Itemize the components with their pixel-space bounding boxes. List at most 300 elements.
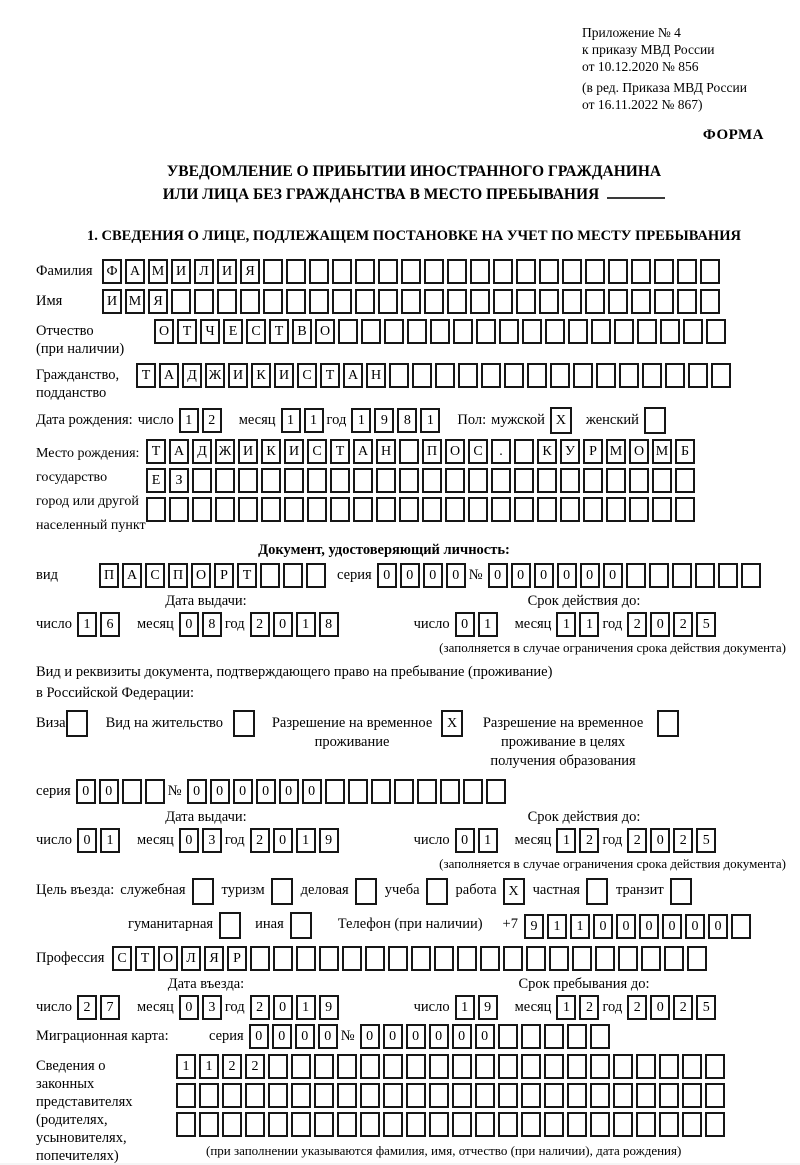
- char-cell[interactable]: [567, 1054, 587, 1079]
- char-cell[interactable]: [470, 259, 490, 284]
- char-cell[interactable]: П: [168, 563, 188, 588]
- char-cell[interactable]: 3: [202, 828, 222, 853]
- char-cell[interactable]: [192, 468, 212, 493]
- char-cell[interactable]: Ч: [200, 319, 220, 344]
- char-cell[interactable]: [590, 1024, 610, 1049]
- char-cell[interactable]: П: [422, 439, 442, 464]
- char-cell[interactable]: [516, 289, 536, 314]
- char-cell[interactable]: 1: [296, 612, 316, 637]
- char-cell[interactable]: [537, 497, 557, 522]
- char-cell[interactable]: [406, 1054, 426, 1079]
- char-cell[interactable]: [307, 468, 327, 493]
- char-cell[interactable]: [626, 563, 646, 588]
- char-cell[interactable]: К: [537, 439, 557, 464]
- char-cell[interactable]: [493, 259, 513, 284]
- char-cell[interactable]: [629, 468, 649, 493]
- char-cell[interactable]: [457, 946, 477, 971]
- char-cell[interactable]: [682, 1054, 702, 1079]
- char-cell[interactable]: И: [217, 259, 237, 284]
- char-cell[interactable]: [268, 1054, 288, 1079]
- char-cell[interactable]: А: [169, 439, 189, 464]
- char-cell[interactable]: [424, 289, 444, 314]
- char-cell[interactable]: [250, 946, 270, 971]
- char-cell[interactable]: 8: [319, 612, 339, 637]
- char-cell[interactable]: О: [191, 563, 211, 588]
- char-cell[interactable]: 0: [77, 828, 97, 853]
- char-cell[interactable]: 0: [511, 563, 531, 588]
- char-cell[interactable]: Т: [330, 439, 350, 464]
- char-cell[interactable]: [261, 468, 281, 493]
- char-cell[interactable]: 7: [100, 995, 120, 1020]
- char-cell[interactable]: А: [122, 563, 142, 588]
- char-cell[interactable]: [260, 563, 280, 588]
- char-cell[interactable]: [219, 912, 241, 939]
- char-cell[interactable]: 0: [273, 995, 293, 1020]
- char-cell[interactable]: Б: [675, 439, 695, 464]
- char-cell[interactable]: [245, 1112, 265, 1137]
- char-cell[interactable]: [353, 468, 373, 493]
- char-cell[interactable]: [608, 289, 628, 314]
- char-cell[interactable]: 0: [295, 1024, 315, 1049]
- char-cell[interactable]: [332, 289, 352, 314]
- char-cell[interactable]: А: [125, 259, 145, 284]
- char-cell[interactable]: 0: [650, 828, 670, 853]
- char-cell[interactable]: [240, 289, 260, 314]
- char-cell[interactable]: [215, 468, 235, 493]
- char-cell[interactable]: [194, 289, 214, 314]
- char-cell[interactable]: [521, 1054, 541, 1079]
- char-cell[interactable]: 1: [556, 612, 576, 637]
- char-cell[interactable]: [365, 946, 385, 971]
- char-cell[interactable]: [670, 878, 692, 905]
- char-cell[interactable]: 0: [429, 1024, 449, 1049]
- char-cell[interactable]: [583, 468, 603, 493]
- char-cell[interactable]: [608, 259, 628, 284]
- char-cell[interactable]: [468, 497, 488, 522]
- char-cell[interactable]: [654, 289, 674, 314]
- char-cell[interactable]: Т: [146, 439, 166, 464]
- char-cell[interactable]: [614, 319, 634, 344]
- char-cell[interactable]: И: [228, 363, 248, 388]
- char-cell[interactable]: 8: [397, 408, 417, 433]
- char-cell[interactable]: [330, 497, 350, 522]
- char-cell[interactable]: 2: [77, 995, 97, 1020]
- char-cell[interactable]: З: [169, 468, 189, 493]
- char-cell[interactable]: [544, 1112, 564, 1137]
- char-cell[interactable]: 2: [250, 995, 270, 1020]
- char-cell[interactable]: [700, 259, 720, 284]
- char-cell[interactable]: [526, 946, 546, 971]
- char-cell[interactable]: [426, 878, 448, 905]
- char-cell[interactable]: 5: [696, 828, 716, 853]
- char-cell[interactable]: [590, 1112, 610, 1137]
- char-cell[interactable]: 0: [273, 612, 293, 637]
- char-cell[interactable]: [145, 779, 165, 804]
- char-cell[interactable]: [539, 259, 559, 284]
- char-cell[interactable]: [399, 439, 419, 464]
- char-cell[interactable]: 0: [256, 779, 276, 804]
- char-cell[interactable]: [268, 1112, 288, 1137]
- char-cell[interactable]: [447, 289, 467, 314]
- char-cell[interactable]: [700, 289, 720, 314]
- char-cell[interactable]: [383, 1083, 403, 1108]
- char-cell[interactable]: [475, 1112, 495, 1137]
- char-cell[interactable]: [273, 946, 293, 971]
- char-cell[interactable]: [445, 468, 465, 493]
- char-cell[interactable]: В: [292, 319, 312, 344]
- char-cell[interactable]: 0: [580, 563, 600, 588]
- char-cell[interactable]: [591, 319, 611, 344]
- char-cell[interactable]: И: [171, 259, 191, 284]
- char-cell[interactable]: [544, 1054, 564, 1079]
- char-cell[interactable]: [664, 946, 684, 971]
- char-cell[interactable]: 0: [446, 563, 466, 588]
- char-cell[interactable]: 2: [627, 828, 647, 853]
- char-cell[interactable]: 1: [179, 408, 199, 433]
- char-cell[interactable]: 9: [319, 828, 339, 853]
- char-cell[interactable]: 0: [557, 563, 577, 588]
- char-cell[interactable]: [453, 319, 473, 344]
- char-cell[interactable]: 1: [478, 828, 498, 853]
- char-cell[interactable]: [606, 497, 626, 522]
- char-cell[interactable]: 1: [199, 1054, 219, 1079]
- char-cell[interactable]: [675, 497, 695, 522]
- char-cell[interactable]: О: [158, 946, 178, 971]
- char-cell[interactable]: [296, 946, 316, 971]
- char-cell[interactable]: [613, 1112, 633, 1137]
- char-cell[interactable]: [637, 319, 657, 344]
- char-cell[interactable]: [480, 946, 500, 971]
- char-cell[interactable]: [176, 1112, 196, 1137]
- char-cell[interactable]: Т: [237, 563, 257, 588]
- char-cell[interactable]: [452, 1054, 472, 1079]
- char-cell[interactable]: 2: [250, 612, 270, 637]
- char-cell[interactable]: [537, 468, 557, 493]
- char-cell[interactable]: [652, 468, 672, 493]
- char-cell[interactable]: [355, 289, 375, 314]
- char-cell[interactable]: [399, 497, 419, 522]
- char-cell[interactable]: [486, 779, 506, 804]
- char-cell[interactable]: 0: [488, 563, 508, 588]
- char-cell[interactable]: М: [652, 439, 672, 464]
- char-cell[interactable]: О: [315, 319, 335, 344]
- char-cell[interactable]: 0: [639, 914, 659, 939]
- char-cell[interactable]: [424, 259, 444, 284]
- char-cell[interactable]: [636, 1112, 656, 1137]
- char-cell[interactable]: 0: [272, 1024, 292, 1049]
- char-cell[interactable]: 0: [400, 563, 420, 588]
- char-cell[interactable]: 1: [556, 995, 576, 1020]
- char-cell[interactable]: [360, 1112, 380, 1137]
- char-cell[interactable]: [682, 1083, 702, 1108]
- char-cell[interactable]: 0: [279, 779, 299, 804]
- char-cell[interactable]: 0: [76, 779, 96, 804]
- char-cell[interactable]: [583, 497, 603, 522]
- char-cell[interactable]: [192, 878, 214, 905]
- char-cell[interactable]: [631, 289, 651, 314]
- char-cell[interactable]: [688, 363, 708, 388]
- char-cell[interactable]: [371, 779, 391, 804]
- char-cell[interactable]: [411, 946, 431, 971]
- char-cell[interactable]: [268, 1083, 288, 1108]
- char-cell[interactable]: [514, 497, 534, 522]
- char-cell[interactable]: Д: [192, 439, 212, 464]
- char-cell[interactable]: [711, 363, 731, 388]
- char-cell[interactable]: 2: [673, 995, 693, 1020]
- char-cell[interactable]: 5: [696, 612, 716, 637]
- char-cell[interactable]: [672, 563, 692, 588]
- char-cell[interactable]: 0: [593, 914, 613, 939]
- char-cell[interactable]: Р: [227, 946, 247, 971]
- char-cell[interactable]: А: [159, 363, 179, 388]
- char-cell[interactable]: .: [491, 439, 511, 464]
- char-cell[interactable]: [406, 1083, 426, 1108]
- char-cell[interactable]: М: [148, 259, 168, 284]
- char-cell[interactable]: 0: [377, 563, 397, 588]
- char-cell[interactable]: [286, 259, 306, 284]
- char-cell[interactable]: 0: [455, 612, 475, 637]
- char-cell[interactable]: [378, 289, 398, 314]
- char-cell[interactable]: [731, 914, 751, 939]
- char-cell[interactable]: [337, 1083, 357, 1108]
- char-cell[interactable]: [660, 319, 680, 344]
- char-cell[interactable]: X: [503, 878, 525, 905]
- char-cell[interactable]: 0: [455, 828, 475, 853]
- char-cell[interactable]: Н: [376, 439, 396, 464]
- char-cell[interactable]: [665, 363, 685, 388]
- char-cell[interactable]: 2: [627, 995, 647, 1020]
- char-cell[interactable]: 1: [296, 995, 316, 1020]
- char-cell[interactable]: [568, 319, 588, 344]
- char-cell[interactable]: [741, 563, 761, 588]
- char-cell[interactable]: [657, 710, 679, 737]
- char-cell[interactable]: 3: [202, 995, 222, 1020]
- char-cell[interactable]: 0: [383, 1024, 403, 1049]
- char-cell[interactable]: [687, 946, 707, 971]
- char-cell[interactable]: [539, 289, 559, 314]
- char-cell[interactable]: [360, 1054, 380, 1079]
- char-cell[interactable]: [440, 779, 460, 804]
- char-cell[interactable]: С: [468, 439, 488, 464]
- char-cell[interactable]: [284, 497, 304, 522]
- char-cell[interactable]: 1: [570, 914, 590, 939]
- char-cell[interactable]: 9: [319, 995, 339, 1020]
- char-cell[interactable]: Л: [181, 946, 201, 971]
- char-cell[interactable]: 0: [273, 828, 293, 853]
- char-cell[interactable]: [338, 319, 358, 344]
- char-cell[interactable]: 1: [77, 612, 97, 637]
- char-cell[interactable]: 1: [579, 612, 599, 637]
- char-cell[interactable]: 0: [179, 612, 199, 637]
- char-cell[interactable]: 0: [210, 779, 230, 804]
- char-cell[interactable]: [122, 779, 142, 804]
- char-cell[interactable]: У: [560, 439, 580, 464]
- char-cell[interactable]: 1: [351, 408, 371, 433]
- char-cell[interactable]: С: [112, 946, 132, 971]
- char-cell[interactable]: [499, 319, 519, 344]
- char-cell[interactable]: С: [307, 439, 327, 464]
- char-cell[interactable]: [342, 946, 362, 971]
- char-cell[interactable]: Л: [194, 259, 214, 284]
- char-cell[interactable]: [332, 259, 352, 284]
- char-cell[interactable]: [562, 259, 582, 284]
- char-cell[interactable]: Т: [320, 363, 340, 388]
- char-cell[interactable]: [544, 1083, 564, 1108]
- char-cell[interactable]: 6: [100, 612, 120, 637]
- char-cell[interactable]: [475, 1083, 495, 1108]
- char-cell[interactable]: [435, 363, 455, 388]
- char-cell[interactable]: [522, 319, 542, 344]
- char-cell[interactable]: [550, 363, 570, 388]
- char-cell[interactable]: [171, 289, 191, 314]
- char-cell[interactable]: М: [125, 289, 145, 314]
- char-cell[interactable]: 1: [100, 828, 120, 853]
- char-cell[interactable]: 0: [534, 563, 554, 588]
- char-cell[interactable]: Ж: [215, 439, 235, 464]
- char-cell[interactable]: [222, 1112, 242, 1137]
- char-cell[interactable]: [659, 1054, 679, 1079]
- char-cell[interactable]: [706, 319, 726, 344]
- char-cell[interactable]: [491, 468, 511, 493]
- char-cell[interactable]: [353, 497, 373, 522]
- char-cell[interactable]: 1: [296, 828, 316, 853]
- char-cell[interactable]: [498, 1083, 518, 1108]
- char-cell[interactable]: 0: [708, 914, 728, 939]
- char-cell[interactable]: [527, 363, 547, 388]
- char-cell[interactable]: [429, 1083, 449, 1108]
- char-cell[interactable]: [596, 363, 616, 388]
- char-cell[interactable]: Ж: [205, 363, 225, 388]
- char-cell[interactable]: 2: [245, 1054, 265, 1079]
- char-cell[interactable]: [245, 1083, 265, 1108]
- char-cell[interactable]: [199, 1083, 219, 1108]
- char-cell[interactable]: С: [145, 563, 165, 588]
- char-cell[interactable]: 9: [478, 995, 498, 1020]
- char-cell[interactable]: [401, 259, 421, 284]
- char-cell[interactable]: [309, 289, 329, 314]
- char-cell[interactable]: [291, 1112, 311, 1137]
- char-cell[interactable]: [695, 563, 715, 588]
- char-cell[interactable]: 1: [281, 408, 301, 433]
- char-cell[interactable]: [422, 468, 442, 493]
- char-cell[interactable]: [498, 1112, 518, 1137]
- char-cell[interactable]: [503, 946, 523, 971]
- char-cell[interactable]: 0: [616, 914, 636, 939]
- char-cell[interactable]: [629, 497, 649, 522]
- char-cell[interactable]: С: [297, 363, 317, 388]
- char-cell[interactable]: [314, 1083, 334, 1108]
- char-cell[interactable]: 1: [304, 408, 324, 433]
- char-cell[interactable]: 0: [603, 563, 623, 588]
- char-cell[interactable]: 2: [222, 1054, 242, 1079]
- char-cell[interactable]: М: [606, 439, 626, 464]
- char-cell[interactable]: [590, 1054, 610, 1079]
- char-cell[interactable]: [567, 1024, 587, 1049]
- char-cell[interactable]: 0: [406, 1024, 426, 1049]
- char-cell[interactable]: [562, 289, 582, 314]
- char-cell[interactable]: 2: [673, 612, 693, 637]
- char-cell[interactable]: 0: [249, 1024, 269, 1049]
- char-cell[interactable]: [412, 363, 432, 388]
- char-cell[interactable]: [572, 946, 592, 971]
- char-cell[interactable]: [238, 497, 258, 522]
- char-cell[interactable]: 8: [202, 612, 222, 637]
- char-cell[interactable]: [595, 946, 615, 971]
- char-cell[interactable]: Д: [182, 363, 202, 388]
- char-cell[interactable]: [314, 1054, 334, 1079]
- char-cell[interactable]: [325, 779, 345, 804]
- char-cell[interactable]: [675, 468, 695, 493]
- char-cell[interactable]: [66, 710, 88, 737]
- char-cell[interactable]: 0: [179, 828, 199, 853]
- char-cell[interactable]: [470, 289, 490, 314]
- char-cell[interactable]: [309, 259, 329, 284]
- char-cell[interactable]: [348, 779, 368, 804]
- char-cell[interactable]: О: [154, 319, 174, 344]
- char-cell[interactable]: 0: [475, 1024, 495, 1049]
- char-cell[interactable]: Т: [136, 363, 156, 388]
- char-cell[interactable]: 1: [547, 914, 567, 939]
- char-cell[interactable]: [376, 497, 396, 522]
- char-cell[interactable]: [585, 259, 605, 284]
- char-cell[interactable]: [452, 1083, 472, 1108]
- char-cell[interactable]: О: [445, 439, 465, 464]
- char-cell[interactable]: [406, 1112, 426, 1137]
- char-cell[interactable]: [677, 289, 697, 314]
- char-cell[interactable]: [355, 259, 375, 284]
- char-cell[interactable]: [263, 259, 283, 284]
- char-cell[interactable]: 1: [176, 1054, 196, 1079]
- char-cell[interactable]: 0: [187, 779, 207, 804]
- char-cell[interactable]: [705, 1112, 725, 1137]
- char-cell[interactable]: [544, 1024, 564, 1049]
- char-cell[interactable]: И: [284, 439, 304, 464]
- char-cell[interactable]: [545, 319, 565, 344]
- char-cell[interactable]: [290, 912, 312, 939]
- char-cell[interactable]: [445, 497, 465, 522]
- char-cell[interactable]: 0: [650, 612, 670, 637]
- char-cell[interactable]: И: [238, 439, 258, 464]
- char-cell[interactable]: 9: [374, 408, 394, 433]
- char-cell[interactable]: [376, 468, 396, 493]
- char-cell[interactable]: [590, 1083, 610, 1108]
- char-cell[interactable]: [429, 1112, 449, 1137]
- char-cell[interactable]: [476, 319, 496, 344]
- char-cell[interactable]: [434, 946, 454, 971]
- char-cell[interactable]: 1: [556, 828, 576, 853]
- char-cell[interactable]: Я: [148, 289, 168, 314]
- char-cell[interactable]: [475, 1054, 495, 1079]
- char-cell[interactable]: [586, 878, 608, 905]
- char-cell[interactable]: [378, 259, 398, 284]
- char-cell[interactable]: Е: [223, 319, 243, 344]
- char-cell[interactable]: [606, 468, 626, 493]
- char-cell[interactable]: [514, 468, 534, 493]
- char-cell[interactable]: [199, 1112, 219, 1137]
- char-cell[interactable]: 2: [202, 408, 222, 433]
- char-cell[interactable]: А: [343, 363, 363, 388]
- char-cell[interactable]: 0: [233, 779, 253, 804]
- char-cell[interactable]: [585, 289, 605, 314]
- char-cell[interactable]: [705, 1054, 725, 1079]
- char-cell[interactable]: [355, 878, 377, 905]
- char-cell[interactable]: [718, 563, 738, 588]
- char-cell[interactable]: [636, 1083, 656, 1108]
- char-cell[interactable]: X: [550, 407, 572, 434]
- char-cell[interactable]: [463, 779, 483, 804]
- char-cell[interactable]: [417, 779, 437, 804]
- char-cell[interactable]: 0: [423, 563, 443, 588]
